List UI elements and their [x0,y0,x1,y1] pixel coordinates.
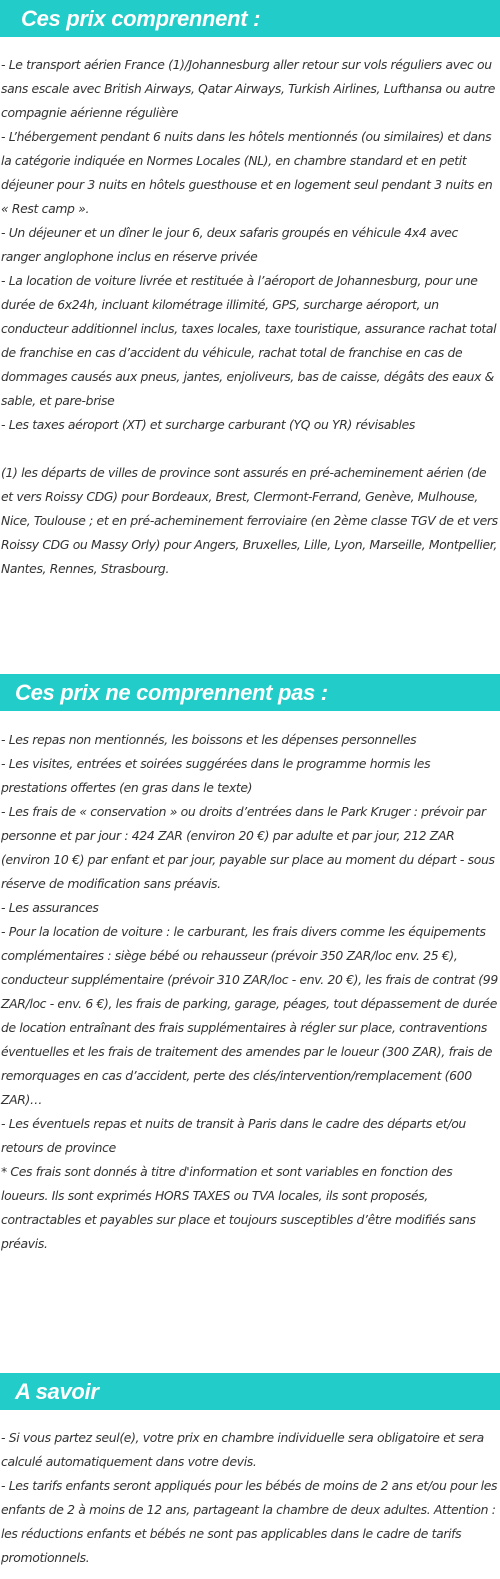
section-title-included: Ces prix comprennent : [21,6,261,31]
excluded-item-kruger-fees: - Les frais de « conservation » ou droits d’entrées dans le Park Kruger : prévoir par personne et par jour : 424 ZAR (environ 20 €) par adulte et par jour, 212 ZAR (environ 10 €) par enfant et par jour, payable sur place au moment du départ - sous réserve de modification sans préavis. [1,804,495,891]
good-to-know-list [1,1426,498,1570]
excluded-item-insurance: - Les assurances [1,900,99,915]
included-item-car-rental: - La location de voiture livrée et restituée à l’aéroport de Johannesburg, pour une durée de 6x24h, incluant kilométrage illimité, GPS, surcharge aéroport, un conducteur additionnel inclus, taxes locales, taxe touristique, assurance rachat total de franchise en cas d’accident du véhicule, rachat total de franchise en cas de dommages causés aux pneus, jantes, enjoliveurs, bas de caisse, dégâts des eaux & sable, et pare-brise [1,273,497,408]
section-header-excluded [0,674,500,711]
section-title-good-to-know: A savoir [15,1379,99,1404]
section-title-excluded: Ces prix ne comprennent pas : [15,680,328,705]
included-footnote: (1) les départs de villes de province sont assurés en pré-acheminement aérien (de et vers Roissy CDG) pour Bordeaux, Brest, Clermont-Ferrand, Genève, Mulhouse, Nice, Toulouse ; et en pré-acheminement ferroviaire (en 2ème classe TGV de et vers Roissy CDG ou Massy Orly) pour Angers, Bruxelles, Lille, Lyon, Marseille, Montpellier, Nantes, Rennes, Strasbourg. [1,465,498,576]
excluded-footnote: * Ces frais sont donnés à titre d'information et sont variables en fonction des loueurs. Ils sont exprimés HORS TAXES ou TVA locales, ils sont proposés, contractables et payables sur place et toujours susceptibles d’être modifiés sans préavis. [1,1164,476,1251]
included-item-accommodation: - L’hébergement pendant 6 nuits dans les hôtels mentionnés (ou similaires) et dans la catégorie indiquée en Normes Locales (NL), en chambre standard et en petit déjeuner pour 3 nuits en hôtels guesthouse et en logement seul pendant 3 nuits en « Rest camp ». [1,129,493,216]
section-header-included [0,0,500,37]
excluded-item-meals: - Les repas non mentionnés, les boissons et les dépenses personnelles [1,732,417,747]
excluded-item-visits: - Les visites, entrées et soirées suggérées dans le programme hormis les prestations offertes (en gras dans le texte) [1,756,431,795]
excluded-list [1,728,498,1256]
included-item-flights: - Le transport aérien France (1)/Johannesburg aller retour sur vols réguliers avec ou sans escale avec British Airways, Qatar Airways, Turkish Airlines, Lufthansa ou autre compagnie aérienne régulière [1,57,496,120]
good-to-know-single: - Si vous partez seul(e), votre prix en chambre individuelle sera obligatoire et sera calculé automatiquement dans votre devis. [1,1430,484,1469]
good-to-know-children: - Les tarifs enfants seront appliqués pour les bébés de moins de 2 ans et/ou pour les enfants de 2 à moins de 12 ans, partageant la chambre de deux adultes. Attention : les réductions enfants et bébés ne sont pas applicables dans le cadre de tarifs promotionnels. [1,1478,498,1565]
included-item-meals-safari: - Un déjeuner et un dîner le jour 6, deux safaris groupés en véhicule 4x4 avec ranger anglophone inclus en réserve privée [1,225,459,264]
excluded-item-transit: - Les éventuels repas et nuits de transit à Paris dans le cadre des départs et/ou retours de province [1,1116,466,1155]
excluded-item-car-extras: - Pour la location de voiture : le carburant, les frais divers comme les équipements complémentaires : siège bébé ou rehausseur (prévoir 350 ZAR/loc env. 25 €), conducteur supplémentaire (prévoir 310 ZAR/loc - env. 20 €), les frais de contrat (99 ZAR/loc - env. 6 €), les frais de parking, garage, péages, tout dépassement de durée de location entraînant des frais supplémentaires à régler sur place, contraventions éventuelles et les frais de traitement des amendes par le loueur (300 ZAR), frais de remorquages en cas d’accident, perte des clés/intervention/remplacement (600 ZAR)… [1,924,498,1107]
included-item-taxes: - Les taxes aéroport (XT) et surcharge carburant (YQ ou YR) révisables [1,417,416,432]
section-header-good-to-know [0,1373,500,1410]
included-list [1,53,498,581]
